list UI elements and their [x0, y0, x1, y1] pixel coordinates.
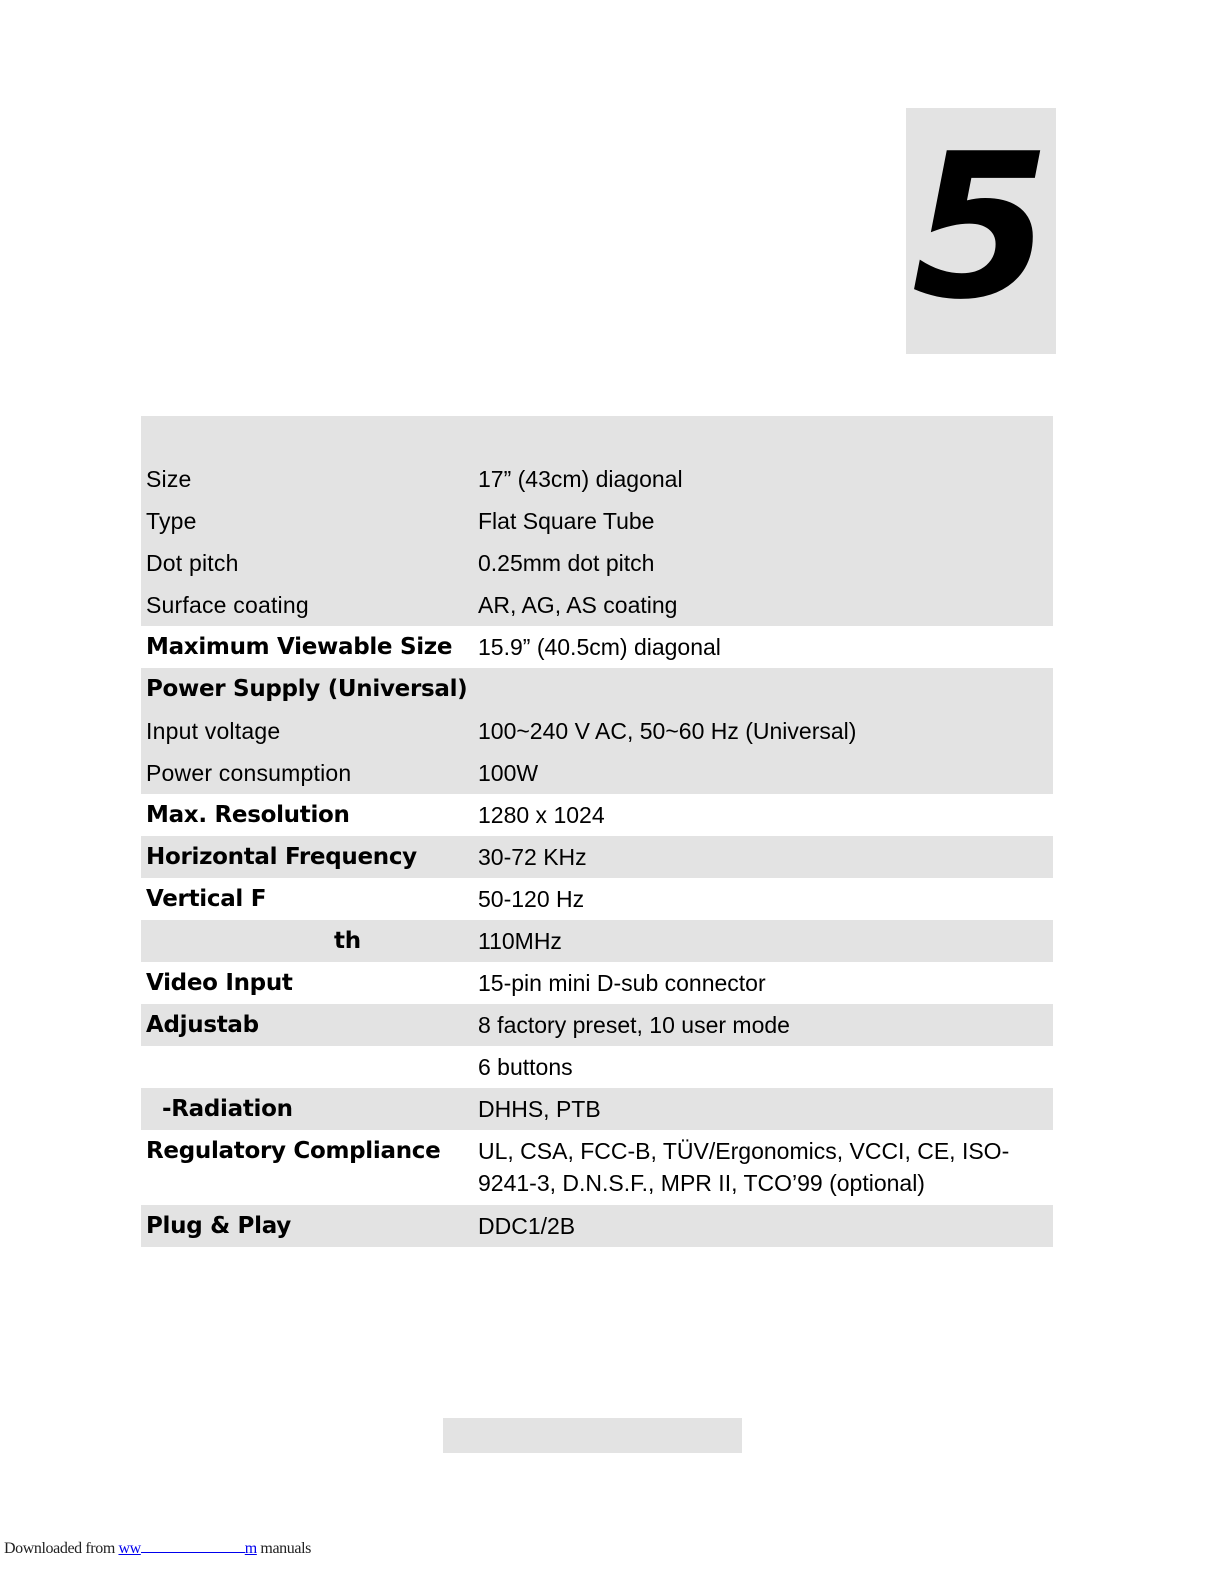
- spec-row: [141, 794, 1053, 836]
- spec-label: -Radiation: [162, 1096, 293, 1122]
- spec-value: 15-pin mini D-sub connector: [478, 970, 766, 996]
- spec-row: [141, 416, 1053, 458]
- spec-row: [141, 1088, 1053, 1130]
- spec-label: Video Input: [146, 970, 293, 996]
- spec-label: Maximum Viewable Size: [146, 634, 453, 660]
- spec-value: 8 factory preset, 10 user mode: [478, 1012, 790, 1038]
- page-footer-box: [443, 1418, 742, 1453]
- spec-value: DDC1/2B: [478, 1213, 576, 1239]
- spec-label: Power consumption: [146, 760, 352, 786]
- download-link-start: ww: [118, 1540, 141, 1557]
- spec-value: 50-120 Hz: [478, 886, 585, 912]
- spec-row: [141, 458, 1053, 500]
- spec-label: Horizontal Frequency: [146, 844, 417, 870]
- spec-row: [141, 626, 1053, 668]
- spec-value: 0.25mm dot pitch: [478, 550, 655, 576]
- spec-row: [141, 1004, 1053, 1046]
- spec-row: [141, 752, 1053, 794]
- spec-value: 30-72 KHz: [478, 844, 587, 870]
- spec-row: [141, 836, 1053, 878]
- spec-value: 110MHz: [478, 928, 562, 954]
- spec-row: [141, 920, 1053, 962]
- spec-value: AR, AG, AS coating: [478, 592, 678, 618]
- spec-row: [141, 668, 1053, 710]
- spec-label: th: [334, 928, 361, 954]
- specifications-table: [141, 416, 1053, 1247]
- spec-row: [141, 878, 1053, 920]
- chapter-number: 5: [911, 111, 1051, 344]
- spec-label: Size: [146, 466, 192, 492]
- download-link-end: m: [244, 1540, 257, 1557]
- spec-value: DHHS, PTB: [478, 1096, 601, 1122]
- spec-row: [141, 542, 1053, 584]
- spec-label: Type: [146, 508, 197, 534]
- spec-value: 1280 x 1024: [478, 802, 605, 828]
- download-link[interactable]: [118, 1540, 256, 1557]
- spec-value: 100~240 V AC, 50~60 Hz (Universal): [478, 718, 857, 744]
- spec-value: Flat Square Tube: [478, 508, 655, 534]
- chapter-number-box: [906, 108, 1056, 354]
- spec-row: [141, 500, 1053, 542]
- download-note: [4, 1540, 311, 1558]
- spec-label: Vertical F: [146, 886, 267, 912]
- spec-label: Max. Resolution: [146, 802, 350, 828]
- spec-value: 17” (43cm) diagonal: [478, 466, 683, 492]
- spec-value: 6 buttons: [478, 1054, 573, 1080]
- spec-label: Adjustab: [146, 1012, 259, 1038]
- spec-value: 15.9” (40.5cm) diagonal: [478, 634, 721, 660]
- download-prefix: Downloaded from: [4, 1540, 119, 1557]
- spec-label: Surface coating: [146, 592, 309, 618]
- spec-row: [141, 1205, 1053, 1247]
- spec-row: [141, 710, 1053, 752]
- spec-row: [141, 1130, 1053, 1205]
- spec-label: Input voltage: [146, 718, 281, 744]
- spec-label: Regulatory Compliance: [146, 1138, 441, 1164]
- spec-label: Power Supply (Universal): [146, 676, 468, 702]
- download-link-gap: [141, 1551, 245, 1553]
- spec-label: Dot pitch: [146, 550, 239, 576]
- download-suffix: manuals: [256, 1540, 311, 1557]
- spec-row: [141, 1046, 1053, 1088]
- spec-value: 100W: [478, 760, 539, 786]
- spec-value: UL, CSA, FCC-B, TÜV/Ergonomics, VCCI, CE, ISO-9241-3, D.N.S.F., MPR II, TCO’99 (optional): [478, 1138, 1010, 1196]
- spec-row: [141, 962, 1053, 1004]
- spec-row: [141, 584, 1053, 626]
- spec-label: Plug & Play: [146, 1213, 291, 1239]
